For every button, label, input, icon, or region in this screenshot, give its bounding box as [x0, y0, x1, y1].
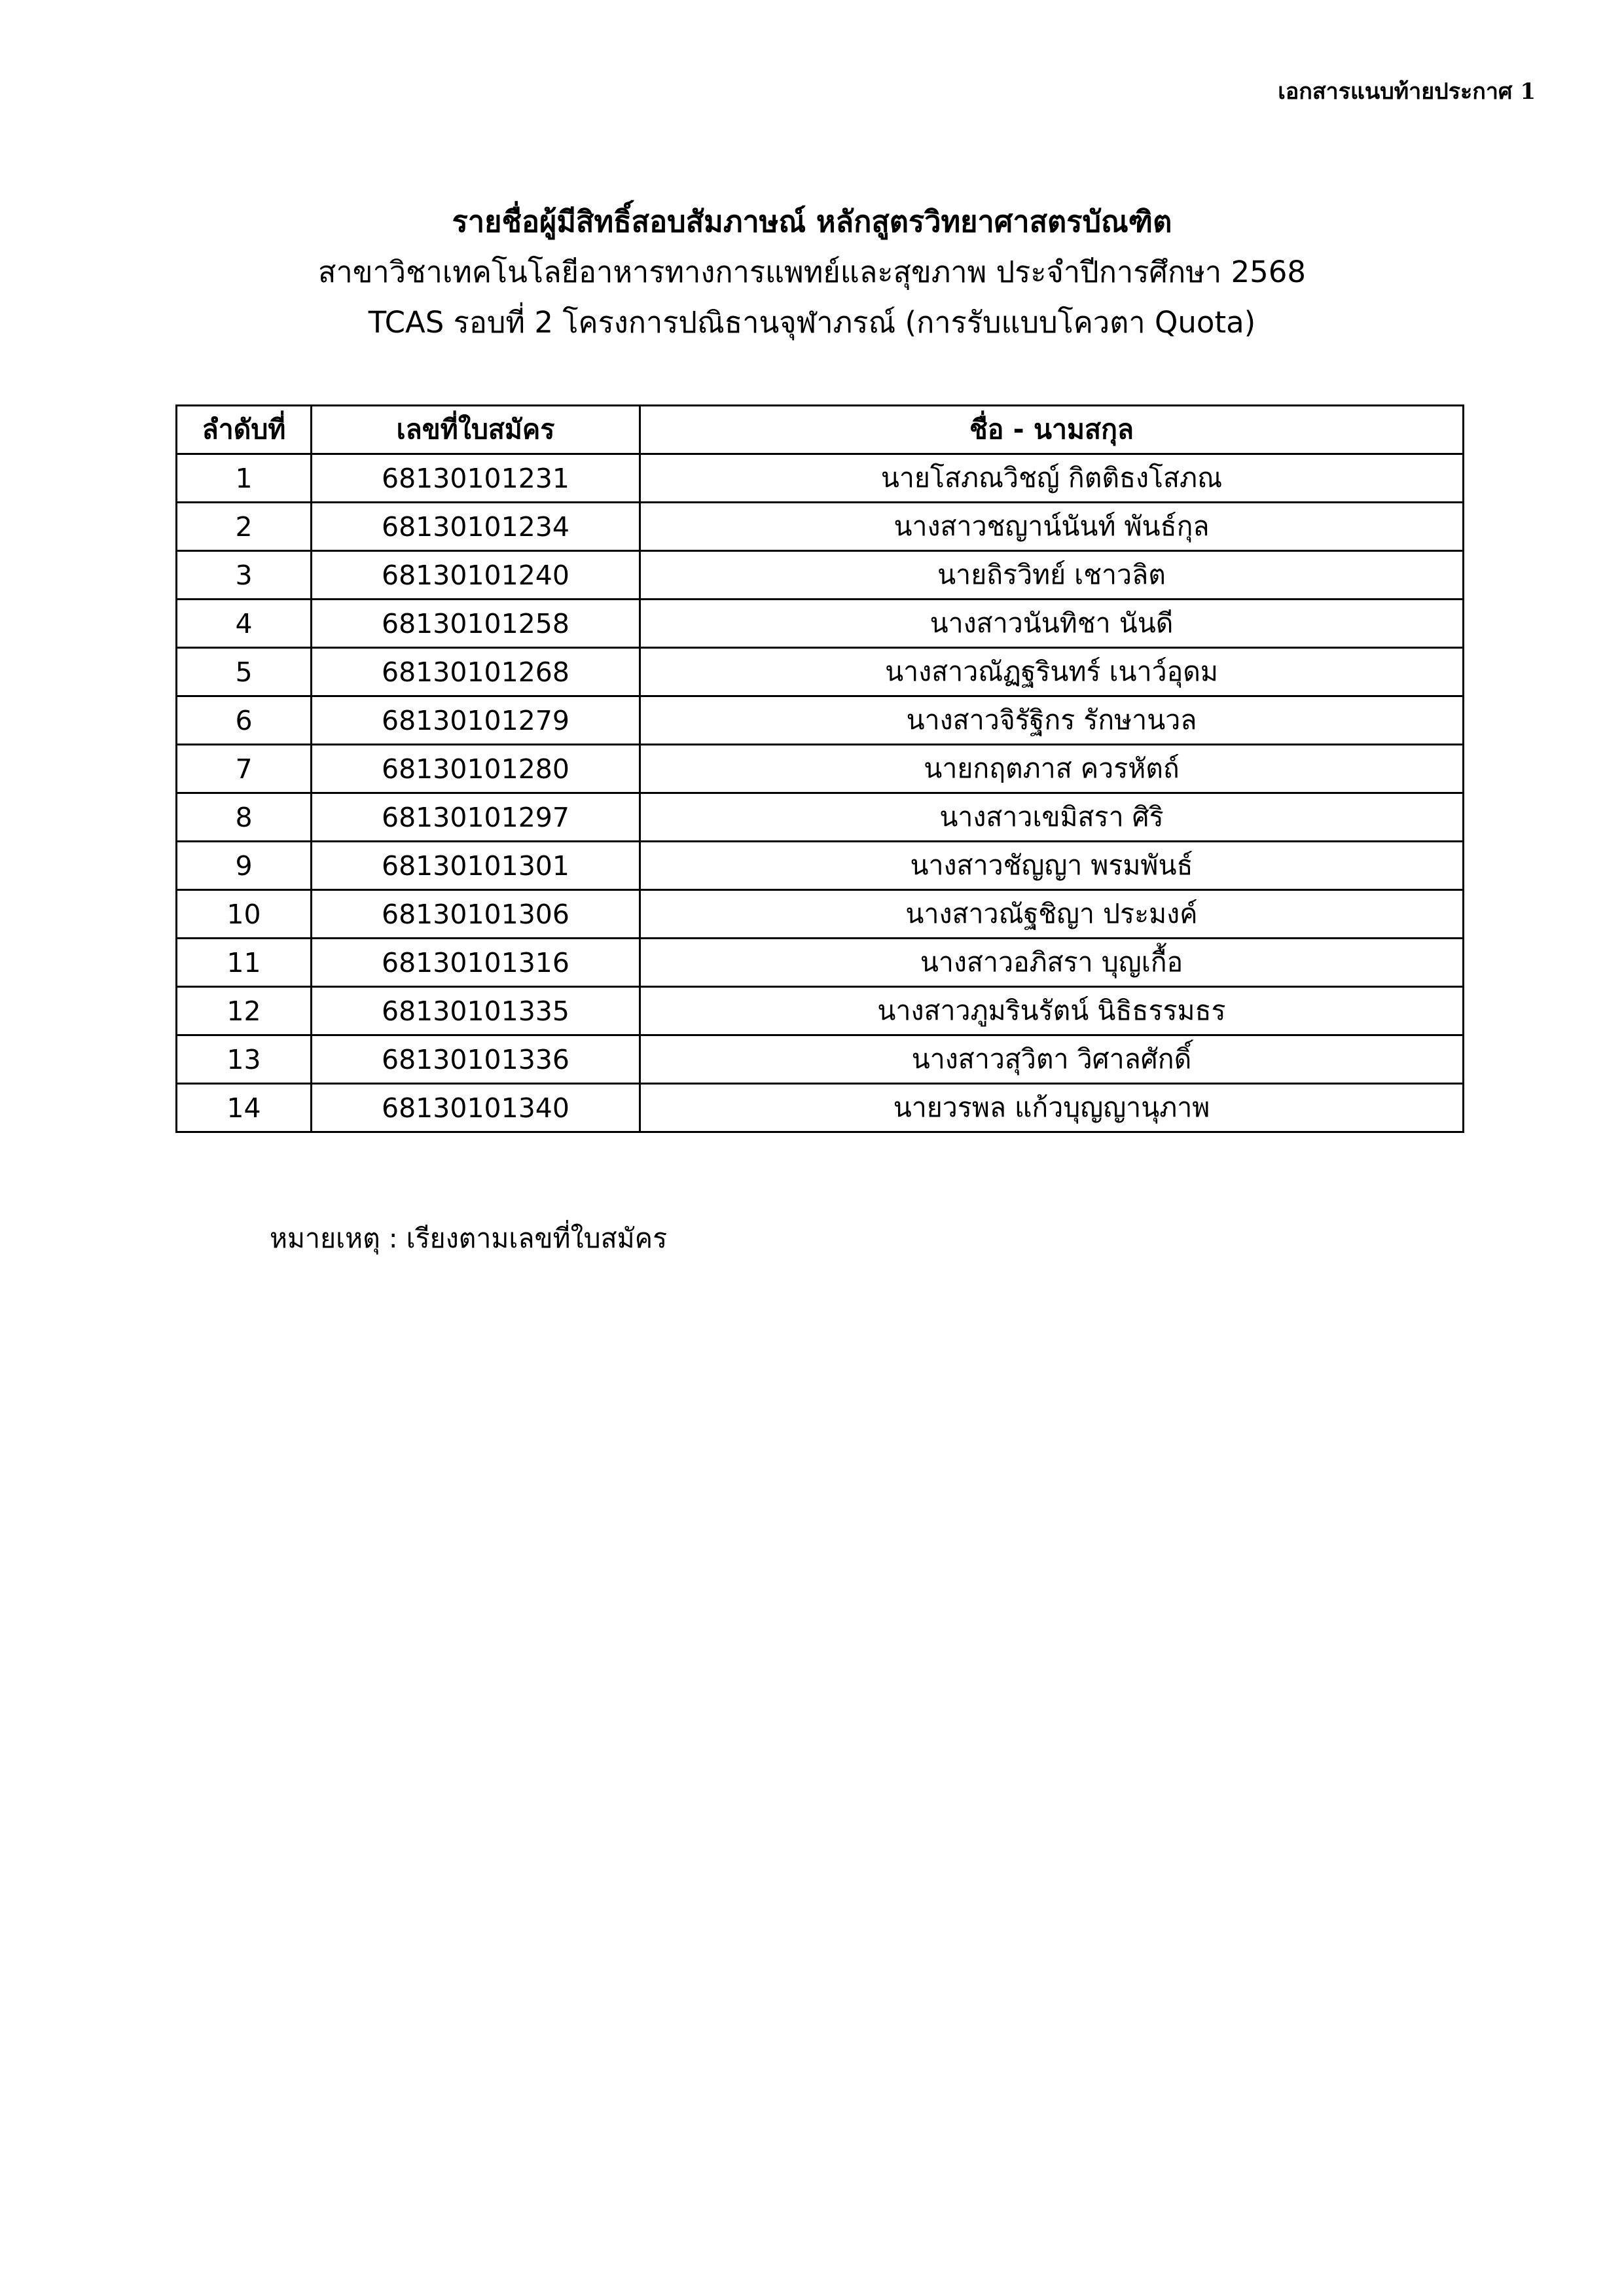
- cell-application-number: 68130101306: [312, 890, 640, 939]
- cell-order: 13: [177, 1035, 312, 1084]
- cell-full-name: นางสาวสุวิตา วิศาลศักดิ์: [640, 1035, 1464, 1084]
- applicant-table: [175, 404, 1464, 1133]
- cell-order: 4: [177, 600, 312, 648]
- title-line-3: TCAS รอบที่ 2 โครงการปณิธานจุฬาภรณ์ (การรับแบบโควตา Quota): [368, 305, 1256, 340]
- cell-order: 9: [177, 842, 312, 890]
- table-row: [177, 600, 1464, 648]
- cell-order: 11: [177, 939, 312, 987]
- table-body: [177, 454, 1464, 1132]
- title-line-1: รายชื่อผู้มีสิทธิ์สอบสัมภาษณ์ หลักสูตรวิทยาศาสตรบัณฑิต: [452, 204, 1172, 239]
- document-title: [0, 196, 1624, 348]
- cell-order: 10: [177, 890, 312, 939]
- cell-application-number: 68130101297: [312, 793, 640, 842]
- cell-full-name: นายกฤตภาส ควรหัตถ์: [640, 745, 1464, 793]
- attachment-label: เอกสารแนบท้ายประกาศ 1: [1278, 79, 1536, 105]
- table-row: [177, 551, 1464, 600]
- cell-application-number: 68130101335: [312, 987, 640, 1035]
- table-header-row: [177, 406, 1464, 454]
- cell-application-number: 68130101279: [312, 696, 640, 745]
- cell-application-number: 68130101234: [312, 503, 640, 551]
- cell-full-name: นายโสภณวิชญ์ กิตติธงโสภณ: [640, 454, 1464, 503]
- table-row: [177, 745, 1464, 793]
- cell-order: 14: [177, 1084, 312, 1132]
- table-row: [177, 1035, 1464, 1084]
- footnote: หมายเหตุ : เรียงตามเลขที่ใบสมัคร: [270, 1223, 668, 1254]
- table-row: [177, 696, 1464, 745]
- cell-full-name: นางสาวชัญญา พรมพันธ์: [640, 842, 1464, 890]
- table-row: [177, 454, 1464, 503]
- cell-application-number: 68130101336: [312, 1035, 640, 1084]
- cell-order: 3: [177, 551, 312, 600]
- cell-order: 2: [177, 503, 312, 551]
- cell-application-number: 68130101340: [312, 1084, 640, 1132]
- header-full-name: ชื่อ - นามสกุล: [640, 406, 1464, 454]
- cell-application-number: 68130101301: [312, 842, 640, 890]
- cell-order: 1: [177, 454, 312, 503]
- cell-full-name: นางสาวจิรัฐิกร รักษานวล: [640, 696, 1464, 745]
- table-row: [177, 842, 1464, 890]
- table-row: [177, 503, 1464, 551]
- cell-full-name: นางสาวณัฐชิญา ประมงค์: [640, 890, 1464, 939]
- cell-full-name: นางสาวชญาน์นันท์ พันธ์กุล: [640, 503, 1464, 551]
- table-row: [177, 939, 1464, 987]
- header-order: ลำดับที่: [177, 406, 312, 454]
- table-row: [177, 793, 1464, 842]
- table-row: [177, 890, 1464, 939]
- cell-application-number: 68130101258: [312, 600, 640, 648]
- cell-full-name: นายถิรวิทย์ เชาวลิต: [640, 551, 1464, 600]
- cell-order: 12: [177, 987, 312, 1035]
- cell-full-name: นางสาวณัฏฐรินทร์ เนาว์อุดม: [640, 648, 1464, 696]
- cell-full-name: นางสาวนันทิชา นันดี: [640, 600, 1464, 648]
- table-row: [177, 987, 1464, 1035]
- table-row: [177, 648, 1464, 696]
- cell-order: 5: [177, 648, 312, 696]
- cell-application-number: 68130101316: [312, 939, 640, 987]
- cell-full-name: นายวรพล แก้วบุญญานุภาพ: [640, 1084, 1464, 1132]
- cell-order: 8: [177, 793, 312, 842]
- cell-application-number: 68130101240: [312, 551, 640, 600]
- cell-application-number: 68130101268: [312, 648, 640, 696]
- cell-full-name: นางสาวภูมรินรัตน์ นิธิธรรมธร: [640, 987, 1464, 1035]
- header-application-number: เลขที่ใบสมัคร: [312, 406, 640, 454]
- cell-order: 7: [177, 745, 312, 793]
- table-row: [177, 1084, 1464, 1132]
- cell-application-number: 68130101280: [312, 745, 640, 793]
- cell-full-name: นางสาวอภิสรา บุญเกื้อ: [640, 939, 1464, 987]
- cell-application-number: 68130101231: [312, 454, 640, 503]
- title-line-2: สาขาวิชาเทคโนโลยีอาหารทางการแพทย์และสุขภาพ ประจำปีการศึกษา 2568: [318, 255, 1306, 289]
- cell-order: 6: [177, 696, 312, 745]
- cell-full-name: นางสาวเขมิสรา ศิริ: [640, 793, 1464, 842]
